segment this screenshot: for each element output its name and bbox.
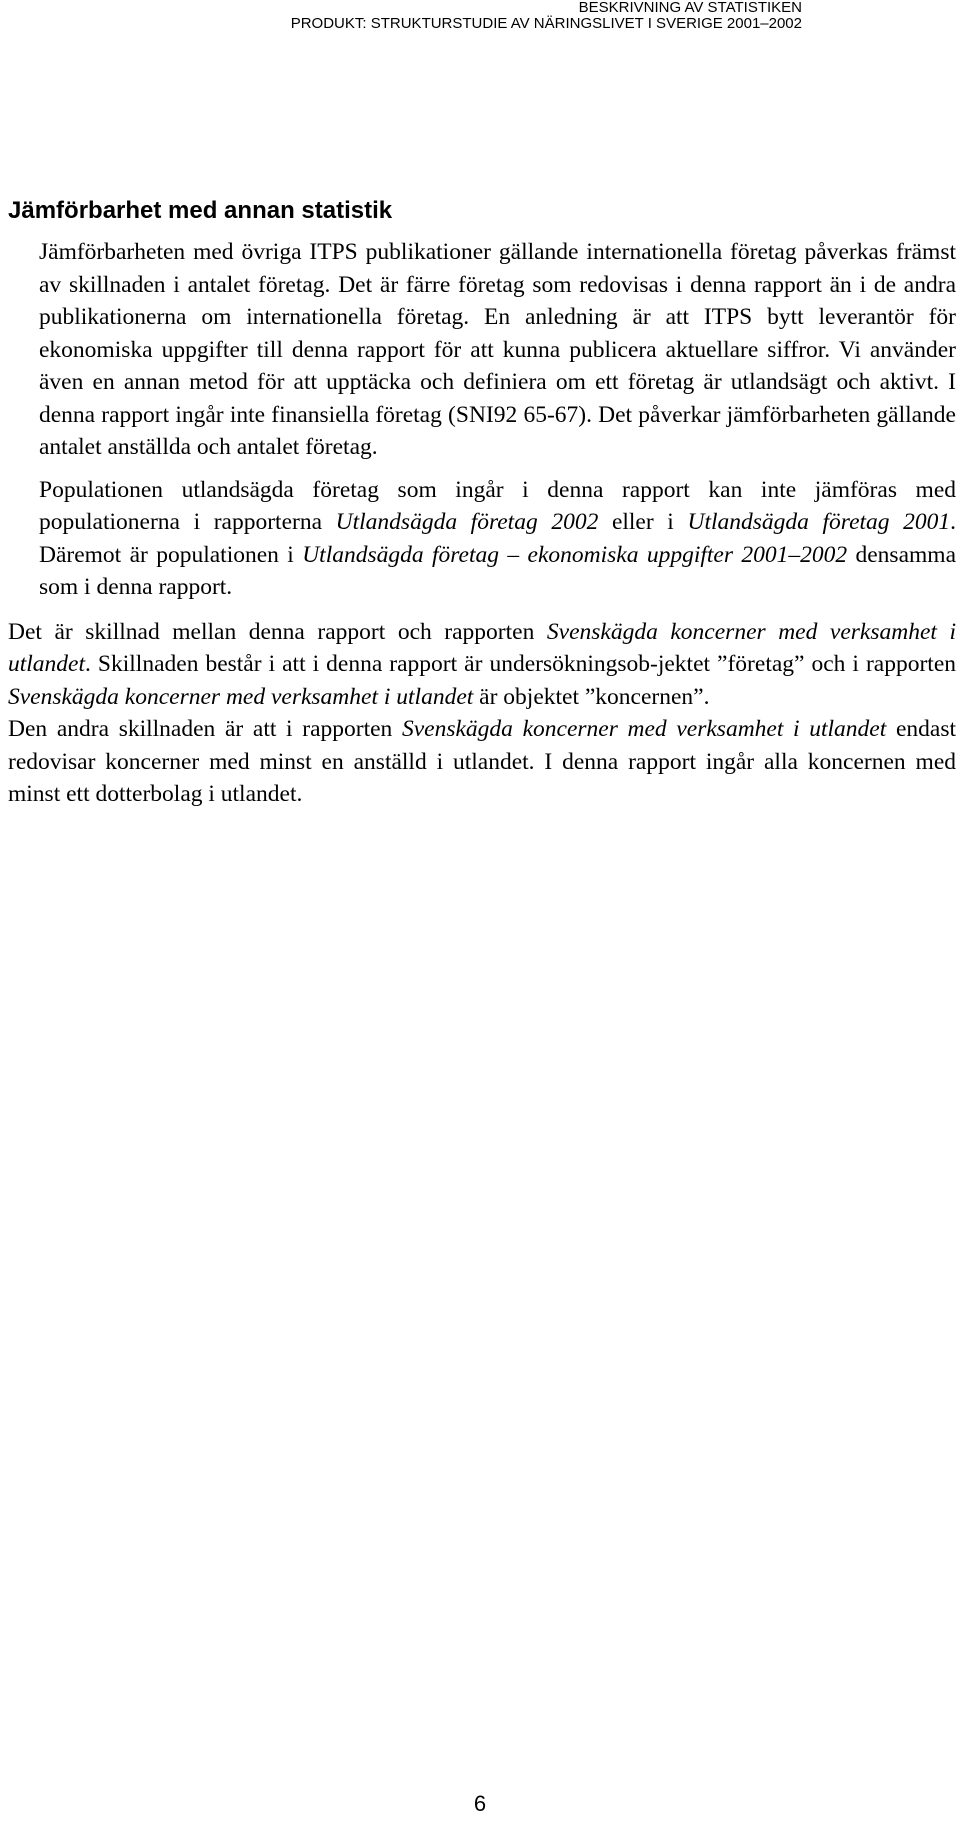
- publication-title: Svenskägda koncerner med verksamhet i utlandet: [8, 683, 474, 710]
- page-number: 6: [473, 1791, 487, 1816]
- text-run: är objektet ”koncernen”.: [473, 683, 710, 710]
- publication-title: Utlandsägda företag 2002: [335, 509, 599, 535]
- paragraph-comparability: Jämförbarheten med övriga ITPS publikationer gällande internationella företag påverkas främst av skillnaden i antalet företag. Det är färre företag som redovisas i denna rapport än i de andra publikationerna om internationella företag. En anledning är att ITPS bytt leverantör för ekonomiska uppgifter till denna rapport för att kunna publicera aktuellare siffror. Vi använder även en annan metod för att upptäcka och definiera om ett företag är utlandsägt och aktivt. I denna rapport ingår inte finansiella företag (SNI92 65-67). Det påverkar jämförbarheten gällande antalet anställda och antalet företag.: [39, 239, 956, 460]
- text-run: densamma som i denna rapport.: [39, 541, 956, 600]
- header-product: PRODUKT: STRUKTURSTUDIE AV NÄRINGSLIVET I SVERIGE 2001–2002: [290, 15, 802, 32]
- text-run: Det är skillnad mellan denna rapport och rapporten: [8, 618, 547, 645]
- paragraph-second-difference: [8, 713, 956, 811]
- header-title: BESKRIVNING AV STATISTIKEN: [578, 0, 802, 16]
- section-heading: Jämförbarhet med annan statistik: [8, 197, 393, 224]
- text-run: . Däremot är populationen i: [39, 509, 957, 568]
- publication-title: Svenskägda koncerner med verksamhet i utlandet: [8, 618, 956, 677]
- paragraph-population: [39, 474, 956, 604]
- document-body: [8, 196, 956, 811]
- text-run: Den andra skillnaden är att i rapporten: [8, 716, 402, 742]
- text-run: endast redovisar koncerner med minst en anställd i utlandet. I denna rapport ingår alla koncernen med minst ett dotterbolag i utlandet.: [8, 716, 956, 807]
- text-run: Populationen utlandsägda företag som ingår i denna rapport kan inte jämföras med populationerna i rapporterna: [39, 476, 956, 535]
- running-header: [291, 0, 802, 32]
- paragraph-difference: [8, 616, 956, 714]
- text-run: . Skillnaden består i att i denna rapport är undersökningsob-jektet ”företag” och i rapporten: [85, 651, 956, 677]
- publication-title: Svenskägda koncerner med verksamhet i utlandet: [401, 716, 887, 742]
- text-run: eller i: [598, 509, 688, 535]
- publication-title: Utlandsägda företag 2001: [687, 509, 951, 535]
- publication-title: Utlandsägda företag – ekonomiska uppgifter 2001–2002: [302, 541, 848, 568]
